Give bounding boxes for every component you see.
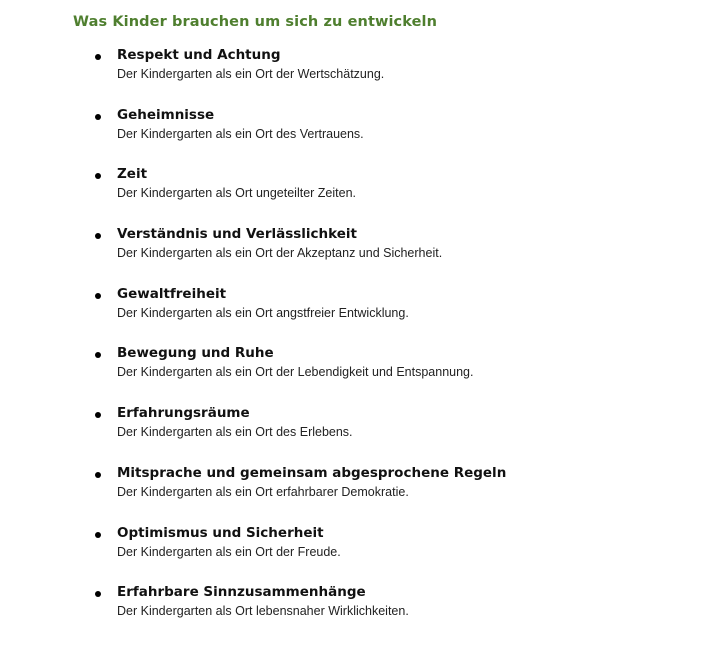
bullet-icon: [95, 412, 101, 418]
list-item: [0, 464, 706, 524]
list-item: [0, 344, 706, 404]
item-title: Zeit: [117, 166, 148, 183]
list-item: [0, 404, 706, 464]
bullet-icon: [95, 293, 101, 299]
item-title: Verständnis und Verlässlichkeit: [117, 226, 358, 243]
item-description: Der Kindergarten als ein Ort erfahrbarer Demokratie.: [117, 484, 409, 499]
item-description: Der Kindergarten als ein Ort der Akzeptanz und Sicherheit.: [117, 246, 443, 261]
item-description: Der Kindergarten als ein Ort der Freude.: [117, 544, 341, 559]
item-title: Bewegung und Ruhe: [117, 345, 274, 362]
bullet-icon: [95, 173, 101, 179]
list-item: [0, 524, 706, 584]
list-item: [0, 583, 706, 643]
list-item: [0, 285, 706, 345]
bullet-icon: [95, 54, 101, 60]
list-item: [0, 106, 706, 166]
bullet-icon: [95, 591, 101, 597]
item-title: Respekt und Achtung: [117, 47, 281, 63]
bullet-icon: [95, 352, 101, 358]
item-title: Optimismus und Sicherheit: [117, 524, 324, 541]
item-title: Gewaltfreiheit: [117, 285, 227, 302]
document-heading: Was Kinder brauchen um sich zu entwickeln: [73, 14, 438, 30]
bullet-icon: [95, 114, 101, 120]
item-title: Mitsprache und gemeinsam abgesprochene Regeln: [117, 464, 507, 481]
list-item: [0, 225, 706, 285]
list-item: [0, 46, 706, 106]
bullet-icon: [95, 532, 101, 538]
item-title: Geheimnisse: [117, 106, 215, 123]
needs-list: [0, 46, 706, 643]
item-title: Erfahrbare Sinnzusammenhänge: [117, 584, 366, 601]
item-description: Der Kindergarten als ein Ort des Erlebens.: [117, 425, 353, 440]
item-description: Der Kindergarten als ein Ort der Lebendigkeit und Entspannung.: [117, 365, 474, 380]
list-item: [0, 165, 706, 225]
item-description: Der Kindergarten als ein Ort angstfreier Entwicklung.: [117, 305, 409, 320]
item-description: Der Kindergarten als Ort ungeteilter Zeiten.: [117, 186, 357, 201]
item-description: Der Kindergarten als Ort lebensnaher Wirklichkeiten.: [117, 604, 409, 619]
item-description: Der Kindergarten als ein Ort der Wertschätzung.: [117, 67, 385, 81]
item-description: Der Kindergarten als ein Ort des Vertrauens.: [117, 126, 364, 141]
item-title: Erfahrungsräume: [117, 405, 250, 422]
bullet-icon: [95, 233, 101, 239]
bullet-icon: [95, 472, 101, 478]
